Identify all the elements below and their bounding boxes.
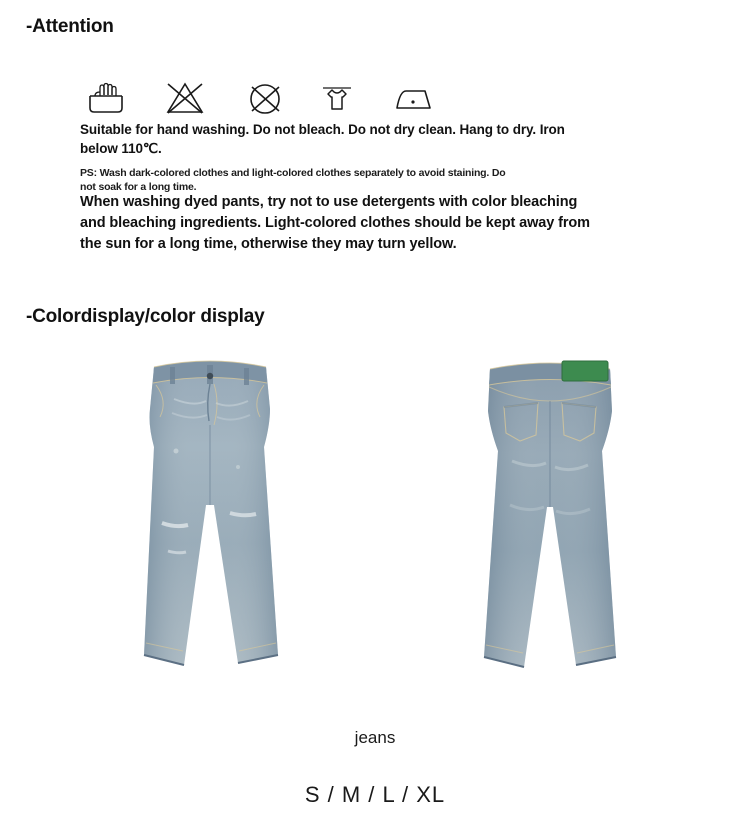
attention-heading: -Attention (26, 16, 114, 37)
care-instructions-text: Suitable for hand washing. Do not bleach. Do not dry clean. Hang to dry. Iron below 110℃. (80, 122, 565, 156)
jeans-back-view (450, 355, 650, 700)
ps-note-text: PS: Wash dark-colored clothes and light-colored clothes separately to avoid staining. Do not soak for a long time. (80, 167, 506, 193)
hang-to-dry-icon (316, 82, 360, 116)
hand-wash-icon (84, 82, 128, 116)
color-display-heading: -Colordisplay/color display (26, 306, 265, 327)
do-not-bleach-icon (164, 82, 208, 116)
size-options-text: S / M / L / XL (304, 782, 446, 807)
do-not-dry-clean-icon (244, 82, 288, 116)
product-caption: jeans (354, 728, 396, 747)
product-image-row (0, 355, 750, 710)
iron-low-heat-icon (392, 82, 436, 116)
jeans-front-view (110, 355, 310, 700)
care-symbols-row (84, 82, 444, 118)
dyed-pants-warning-text: When washing dyed pants, try not to use detergents with color bleaching and bleaching ingredients. Light-colored clothes should be kept away from the sun for a long time, otherwise they may turn yellow. (80, 194, 590, 252)
